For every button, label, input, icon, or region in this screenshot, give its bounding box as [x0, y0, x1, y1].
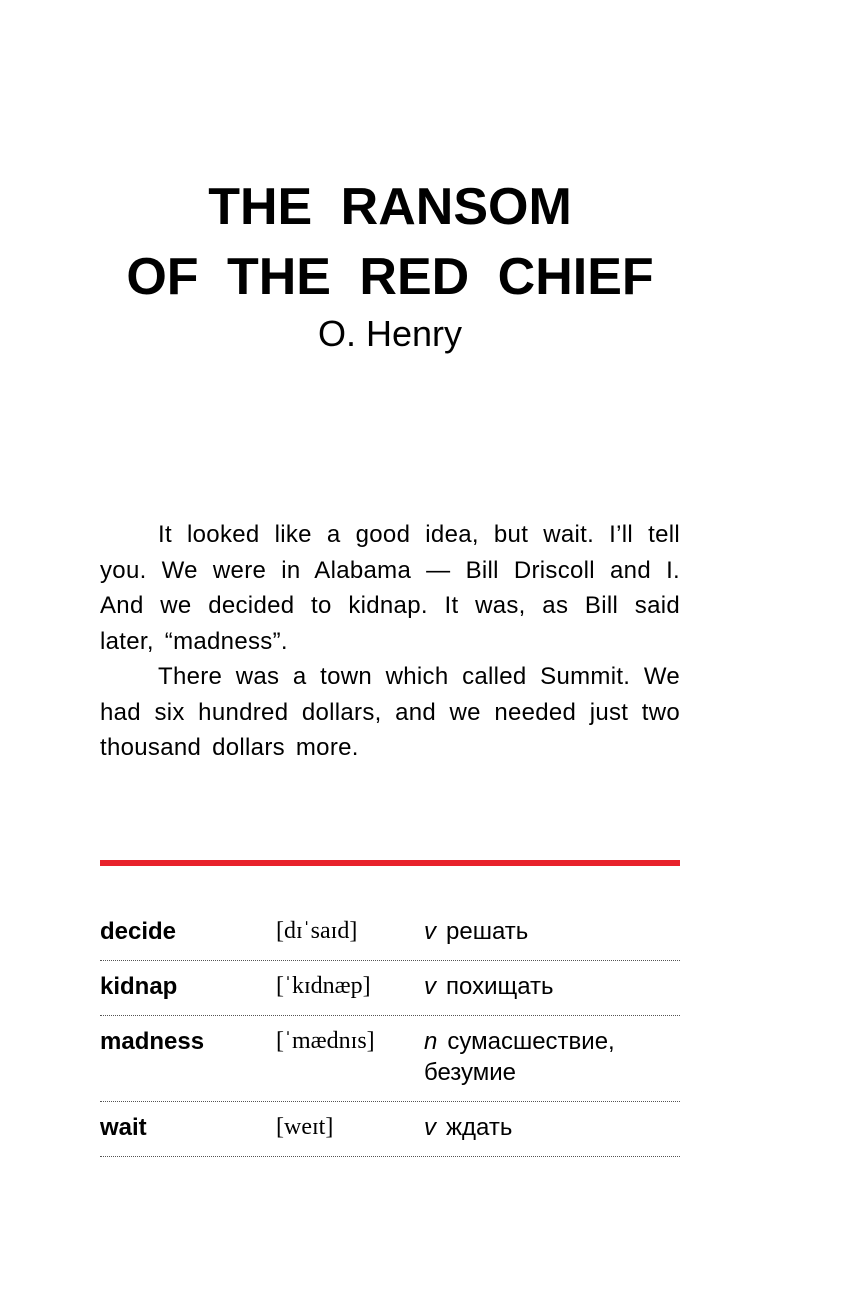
vocab-definition	[424, 1112, 674, 1143]
vocabulary-row	[100, 1016, 680, 1102]
vocab-meaning: похищать	[446, 973, 554, 1000]
vocabulary-row	[100, 906, 680, 961]
vocab-transcription: [ˈkɪdnæp]	[276, 973, 371, 999]
vocab-part-of-speech: n	[424, 1028, 438, 1055]
book-title-line-1: THE RANSOM	[208, 178, 572, 236]
author-name: O. Henry	[317, 313, 463, 354]
vocabulary-table	[100, 906, 680, 1157]
vocab-word: wait	[100, 1114, 147, 1141]
vocab-part-of-speech: v	[424, 918, 436, 945]
vocabulary-row	[100, 1102, 680, 1157]
paragraph-2: There was a town which called Summit. We had six hundred dollars, and we needed just two thousand dollars more.	[100, 663, 680, 761]
vocab-definition	[424, 1026, 674, 1088]
vocab-transcription: [weɪt]	[276, 1114, 334, 1140]
vocab-transcription: [ˈmædnɪs]	[276, 1028, 375, 1054]
vocab-part-of-speech: v	[424, 973, 436, 1000]
vocabulary-row	[100, 961, 680, 1016]
vocab-definition	[424, 916, 674, 947]
vocab-meaning: ждать	[446, 1114, 513, 1141]
book-title-line-2: OF THE RED CHIEF	[126, 248, 654, 306]
vocab-definition	[424, 971, 674, 1002]
story-text	[100, 517, 680, 766]
vocab-transcription: [dɪˈsaɪd]	[276, 918, 358, 944]
paragraph-1: It looked like a good idea, but wait. I’ll tell you. We were in Alabama — Bill Driscoll and I. And we decided to kidnap. It was, as Bill said later, “madness”.	[100, 521, 680, 655]
vocab-meaning: решать	[446, 918, 529, 945]
vocab-word: kidnap	[100, 973, 178, 1000]
red-divider	[100, 860, 680, 866]
vocab-meaning: сумасшествие, безумие	[424, 1028, 615, 1086]
vocab-word: decide	[100, 918, 177, 945]
vocab-part-of-speech: v	[424, 1114, 436, 1141]
vocab-word: madness	[100, 1028, 205, 1055]
